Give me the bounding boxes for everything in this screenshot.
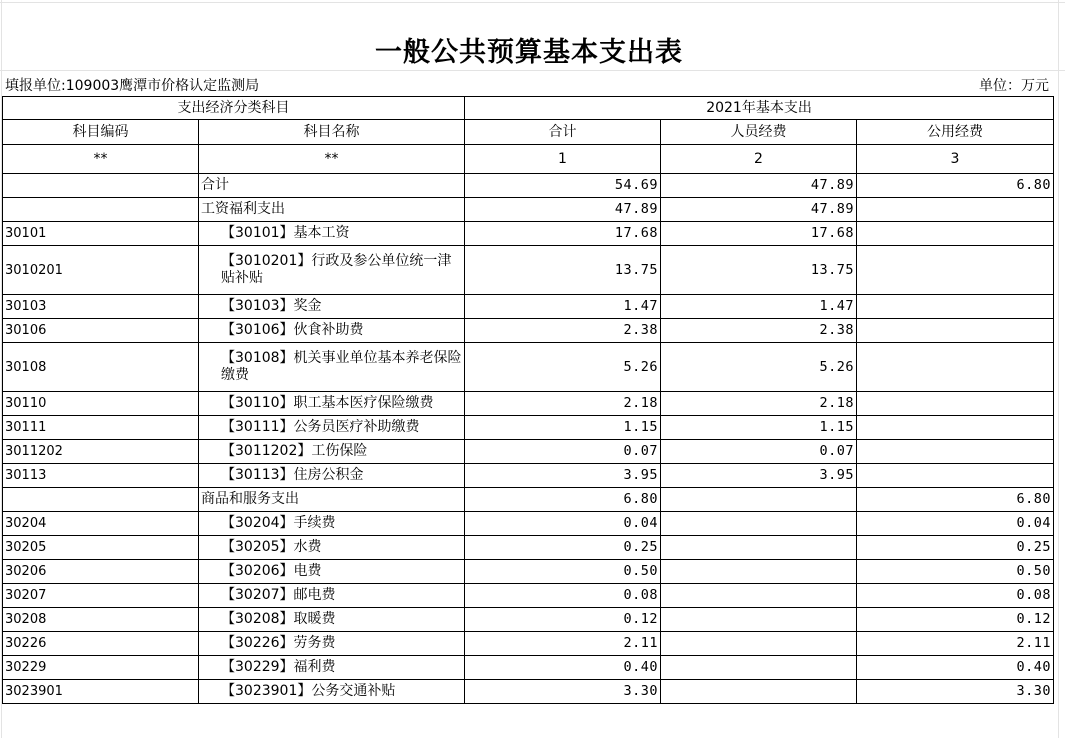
cell-public[interactable] [857, 295, 1054, 319]
cell-code[interactable] [3, 198, 199, 222]
cell-code[interactable] [3, 174, 199, 198]
cell-total[interactable]: 0.08 [465, 584, 661, 608]
cell-name[interactable]: 【3023901】公务交通补贴 [199, 680, 465, 704]
cell-personnel[interactable]: 17.68 [661, 222, 857, 246]
cell-name[interactable]: 【30226】劳务费 [199, 632, 465, 656]
cell-code[interactable]: 3010201 [3, 246, 199, 295]
cell-total[interactable]: 6.80 [465, 488, 661, 512]
cell-code[interactable]: 30208 [3, 608, 199, 632]
cell-code[interactable]: 30113 [3, 464, 199, 488]
cell-personnel[interactable]: 1.15 [661, 416, 857, 440]
cell-code[interactable]: 30226 [3, 632, 199, 656]
cell-public[interactable] [857, 392, 1054, 416]
cell-public[interactable]: 0.25 [857, 536, 1054, 560]
cell-name[interactable]: 【30206】电费 [199, 560, 465, 584]
cell-name[interactable]: 【30106】伙食补助费 [199, 319, 465, 343]
index-name[interactable]: ** [199, 145, 465, 174]
cell-name[interactable]: 【30108】机关事业单位基本养老保险缴费 [199, 343, 465, 392]
cell-personnel[interactable] [661, 584, 857, 608]
cell-code[interactable]: 30110 [3, 392, 199, 416]
cell-name[interactable]: 【30103】奖金 [199, 295, 465, 319]
header-group-basic-expenditure[interactable]: 2021年基本支出 [465, 97, 1054, 120]
cell-code[interactable]: 30204 [3, 512, 199, 536]
table-row [3, 343, 1054, 392]
cell-public[interactable] [857, 246, 1054, 295]
table-row [3, 464, 1054, 488]
column-header-code[interactable]: 科目编码 [3, 120, 199, 145]
cell-code[interactable]: 30205 [3, 536, 199, 560]
cell-name[interactable]: 【30101】基本工资 [199, 222, 465, 246]
cell-personnel[interactable]: 0.07 [661, 440, 857, 464]
cell-name[interactable]: 【3010201】行政及参公单位统一津贴补贴 [199, 246, 465, 295]
currency-unit: 单位：万元 [979, 78, 1049, 94]
cell-code[interactable]: 30206 [3, 560, 199, 584]
cell-code[interactable] [3, 488, 199, 512]
cell-total[interactable]: 54.69 [465, 174, 661, 198]
cell-public[interactable]: 2.11 [857, 632, 1054, 656]
index-code[interactable]: ** [3, 145, 199, 174]
cell-personnel[interactable]: 3.95 [661, 464, 857, 488]
cell-total[interactable]: 1.47 [465, 295, 661, 319]
cell-code[interactable]: 30108 [3, 343, 199, 392]
cell-public[interactable] [857, 198, 1054, 222]
cell-total[interactable]: 17.68 [465, 222, 661, 246]
cell-public[interactable]: 0.12 [857, 608, 1054, 632]
cell-code[interactable]: 3023901 [3, 680, 199, 704]
cell-personnel[interactable] [661, 488, 857, 512]
cell-code[interactable]: 3011202 [3, 440, 199, 464]
cell-name[interactable]: 工资福利支出 [199, 198, 465, 222]
cell-total[interactable]: 2.11 [465, 632, 661, 656]
column-header-public[interactable]: 公用经费 [857, 120, 1054, 145]
cell-name[interactable]: 商品和服务支出 [199, 488, 465, 512]
cell-personnel[interactable] [661, 608, 857, 632]
cell-total[interactable]: 13.75 [465, 246, 661, 295]
cell-personnel[interactable] [661, 680, 857, 704]
cell-personnel[interactable]: 47.89 [661, 198, 857, 222]
cell-code[interactable]: 30207 [3, 584, 199, 608]
cell-name[interactable]: 合计 [199, 174, 465, 198]
cell-total[interactable]: 3.95 [465, 464, 661, 488]
column-header-name[interactable]: 科目名称 [199, 120, 465, 145]
table-row [3, 656, 1054, 680]
table-row [3, 174, 1054, 198]
cell-public[interactable] [857, 440, 1054, 464]
cell-personnel[interactable] [661, 512, 857, 536]
budget-table [2, 96, 1054, 704]
cell-public[interactable]: 0.50 [857, 560, 1054, 584]
column-header-total[interactable]: 合计 [465, 120, 661, 145]
cell-public[interactable] [857, 319, 1054, 343]
table-row [3, 512, 1054, 536]
cell-public[interactable]: 3.30 [857, 680, 1054, 704]
index-total[interactable]: 1 [465, 145, 661, 174]
cell-public[interactable]: 6.80 [857, 488, 1054, 512]
table-row [3, 198, 1054, 222]
column-header-personnel[interactable]: 人员经费 [661, 120, 857, 145]
header-group-classification[interactable]: 支出经济分类科目 [3, 97, 465, 120]
cell-personnel[interactable] [661, 536, 857, 560]
cell-public[interactable] [857, 464, 1054, 488]
cell-total[interactable]: 2.38 [465, 319, 661, 343]
table-body [3, 174, 1054, 704]
cell-total[interactable]: 2.18 [465, 392, 661, 416]
page-title: 一般公共预算基本支出表 [375, 37, 683, 68]
cell-personnel[interactable]: 2.18 [661, 392, 857, 416]
cell-personnel[interactable]: 13.75 [661, 246, 857, 295]
cell-name[interactable]: 【3011202】工伤保险 [199, 440, 465, 464]
cell-name[interactable]: 【30229】福利费 [199, 656, 465, 680]
cell-name[interactable]: 【30111】公务员医疗补助缴费 [199, 416, 465, 440]
table-row [3, 246, 1054, 295]
cell-public[interactable]: 0.04 [857, 512, 1054, 536]
table-row [3, 295, 1054, 319]
table-row [3, 319, 1054, 343]
cell-public[interactable] [857, 343, 1054, 392]
cell-total[interactable]: 0.12 [465, 608, 661, 632]
cell-public[interactable]: 0.08 [857, 584, 1054, 608]
table-row [3, 440, 1054, 464]
cell-personnel[interactable]: 2.38 [661, 319, 857, 343]
cell-personnel[interactable] [661, 560, 857, 584]
cell-total[interactable]: 0.07 [465, 440, 661, 464]
cell-personnel[interactable]: 5.26 [661, 343, 857, 392]
cell-total[interactable]: 0.50 [465, 560, 661, 584]
table-row [3, 392, 1054, 416]
cell-total[interactable]: 1.15 [465, 416, 661, 440]
cell-total[interactable]: 0.25 [465, 536, 661, 560]
table-row [3, 632, 1054, 656]
cell-total[interactable]: 0.04 [465, 512, 661, 536]
cell-personnel[interactable]: 1.47 [661, 295, 857, 319]
table-row [3, 680, 1054, 704]
table-row [3, 416, 1054, 440]
cell-total[interactable]: 5.26 [465, 343, 661, 392]
cell-total[interactable]: 47.89 [465, 198, 661, 222]
cell-name[interactable]: 【30110】职工基本医疗保险缴费 [199, 392, 465, 416]
cell-personnel[interactable] [661, 632, 857, 656]
cell-code[interactable]: 30106 [3, 319, 199, 343]
cell-code[interactable]: 30103 [3, 295, 199, 319]
cell-public[interactable] [857, 416, 1054, 440]
cell-name[interactable]: 【30207】邮电费 [199, 584, 465, 608]
cell-personnel[interactable]: 47.89 [661, 174, 857, 198]
cell-total[interactable]: 0.40 [465, 656, 661, 680]
cell-personnel[interactable] [661, 656, 857, 680]
table-row [3, 222, 1054, 246]
cell-name[interactable]: 【30205】水费 [199, 536, 465, 560]
table-row [3, 560, 1054, 584]
table-row [3, 584, 1054, 608]
cell-public[interactable]: 6.80 [857, 174, 1054, 198]
cell-total[interactable]: 3.30 [465, 680, 661, 704]
reporting-unit: 填报单位:109003鹰潭市价格认定监测局 [5, 78, 260, 94]
cell-code[interactable]: 30101 [3, 222, 199, 246]
cell-name[interactable]: 【30208】取暖费 [199, 608, 465, 632]
table-row [3, 488, 1054, 512]
table-row [3, 608, 1054, 632]
cell-name[interactable]: 【30113】住房公积金 [199, 464, 465, 488]
table-row [3, 536, 1054, 560]
cell-name[interactable]: 【30204】手续费 [199, 512, 465, 536]
index-public[interactable]: 3 [857, 145, 1054, 174]
cell-code[interactable]: 30111 [3, 416, 199, 440]
index-personnel[interactable]: 2 [661, 145, 857, 174]
cell-public[interactable]: 0.40 [857, 656, 1054, 680]
cell-code[interactable]: 30229 [3, 656, 199, 680]
cell-public[interactable] [857, 222, 1054, 246]
